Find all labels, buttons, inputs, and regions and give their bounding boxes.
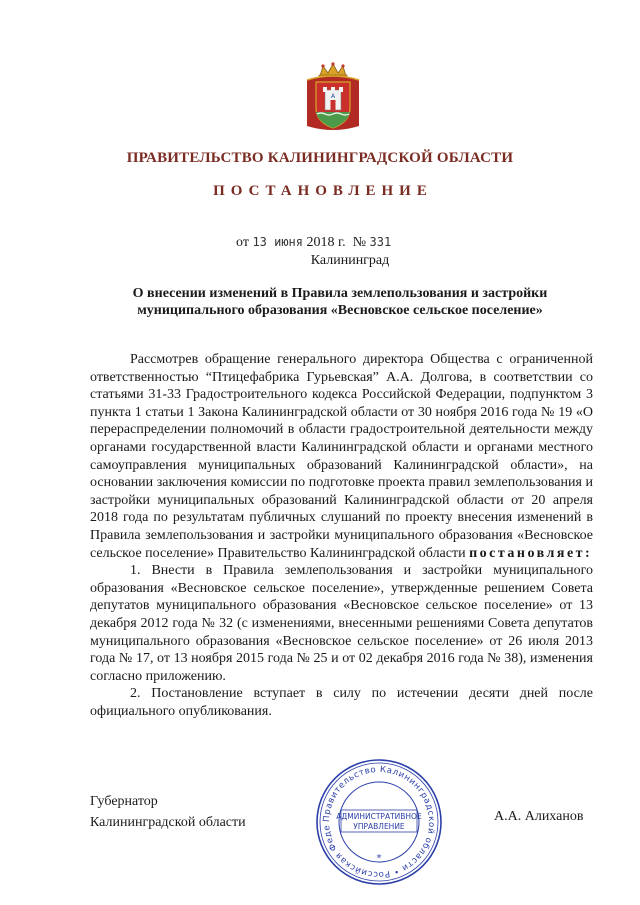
svg-text:A: A (330, 93, 336, 100)
number-prefix: № (352, 235, 367, 250)
document-subject: О внесении изменений в Правила землепользования и застройки муниципального образования «Весновское сельское поселение» (132, 286, 548, 318)
document-body (90, 351, 593, 720)
preamble-text: Рассмотрев обращение генерального директора Общества с ограниченной ответственностью “Птицефабрика Гурьевская” А.А. Долгова, в соответствии со статьями 31-33 Градостроительного кодекса Российской Федерации, подпунктом 3 пункта 1 статьи 1 Закона Калининградской области от 30 ноября 2016 года № 19 «О перераспределении полномочий в области градостроительной деятельности между органами государственной власти Калининградской области и органами местного самоуправления муниципальных образований Калининградской области», на основании заключения комиссии по подготовке проекта правил землепользования и застройки муниципальных образований Калининградской области от 20 апреля 2018 года по результатам публичных слушаний по проекту внесения изменений в Правила землепользования и застройки муниципального образования «Весновское сельское поселение» Правительство Калининградской области (90, 352, 593, 561)
document-type: ПОСТАНОВЛЕНИЕ (213, 183, 433, 199)
date-handwritten: 13 июня (252, 235, 304, 249)
date-year: 2018 г. (306, 235, 346, 250)
date-prefix: от (236, 235, 249, 250)
stamp-star-icon: * (376, 853, 382, 864)
government-name: ПРАВИТЕЛЬСТВО КАЛИНИНГРАДСКОЙ ОБЛАСТИ (126, 150, 514, 166)
official-stamp (314, 757, 444, 887)
date-line (236, 235, 391, 251)
item-1: 1. Внести в Правила землепользования и застройки муниципального образования «Весновское сельское поселение», утвержденные решением Совета депутатов муниципального образования «Весновское сельское поселение» от 13 декабря 2012 года № 32 (с изменениями, внесенными решениями Совета депутатов муниципального образования «Весновское сельское поселение» от 26 июля 2013 года № 17, от 13 ноября 2015 года № 25 и от 02 декабря 2016 года № 38), изменения согласно приложению. (90, 563, 593, 684)
signatory-title-line2: Калининградской области (90, 815, 246, 830)
signatory-title (90, 791, 246, 833)
signatory-name: А.А. Алиханов (494, 809, 584, 824)
preamble-paragraph (90, 351, 593, 562)
document-number: 331 (369, 235, 392, 249)
stamp-ring-text: Правительство Калининградской области • Российская Феде (321, 764, 437, 880)
kaliningrad-coat-of-arms-icon (303, 62, 363, 134)
resolves-word: постановляет: (469, 545, 593, 561)
item-2: 2. Постановление вступает в силу по истечении десяти дней после официального опубликования. (90, 686, 593, 719)
city: Калининград (310, 253, 390, 268)
stamp-center-line1: АДМИНИСТРАТИВНОЕ (336, 812, 422, 821)
stamp-center-line2: УПРАВЛЕНИЕ (353, 822, 405, 831)
signatory-title-line1: Губернатор (90, 794, 158, 809)
